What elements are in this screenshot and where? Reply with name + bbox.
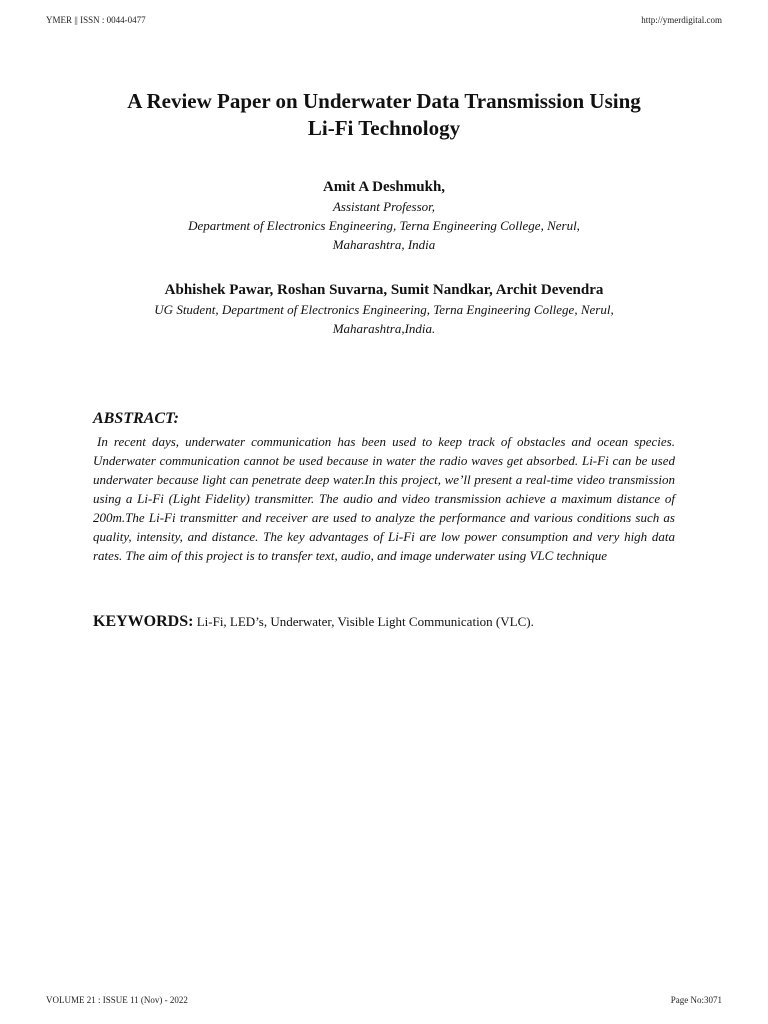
author-location: Maharashtra,India. <box>332 321 436 336</box>
author-designation: Assistant Professor, <box>332 199 436 214</box>
author-block-2 <box>60 280 708 338</box>
author-affiliation: Department of Electronics Engineering, Terna Engineering College, Nerul, <box>188 218 580 233</box>
title-line-1: A Review Paper on Underwater Data Transmission Using <box>127 89 641 113</box>
author-block-1 <box>60 177 708 254</box>
abstract-body <box>93 432 675 565</box>
author-affiliation: UG Student, Department of Electronics Engineering, Terna Engineering College, Nerul, <box>154 302 614 317</box>
paper-title <box>60 88 708 142</box>
author-names: Abhishek Pawar, Roshan Suvarna, Sumit Nandkar, Archit Devendra <box>164 282 604 298</box>
page-number-footer: Page No:3071 <box>670 995 722 1005</box>
keywords-text: Li-Fi, LED’s, Underwater, Visible Light Communication (VLC). <box>193 614 534 629</box>
title-line-2: Li-Fi Technology <box>307 116 461 140</box>
author-location: Maharashtra, India <box>332 237 436 252</box>
keywords-label: KEYWORDS: <box>93 613 194 630</box>
volume-issue-footer: VOLUME 21 : ISSUE 11 (Nov) - 2022 <box>46 995 188 1005</box>
author-name: Amit A Deshmukh, <box>322 179 446 195</box>
keywords-section <box>93 612 693 632</box>
abstract-text: In recent days, underwater communication has been used to keep track of obstacles and ocean species. Underwater communication cannot be used because in water the radio waves get absorbed. Li-Fi can be used underwater because light can penetrate deep water.In this project, we’ll present a real-time video transmission using a Li-Fi (Light Fidelity) transmitter. The audio and video transmission achieve a maximum distance of 200m.The Li-Fi transmitter and receiver are used to analyze the performance and various conditions such as quality, intensity, and distance. The key advantages of Li-Fi are low power consumption and very high data rates. The aim of this project is to transfer text, audio, and image underwater using VLC technique <box>93 434 675 563</box>
abstract-heading: ABSTRACT: <box>93 410 179 427</box>
journal-url-header: http://ymerdigital.com <box>641 15 722 25</box>
journal-issn-header: YMER || ISSN : 0044-0477 <box>46 15 146 25</box>
